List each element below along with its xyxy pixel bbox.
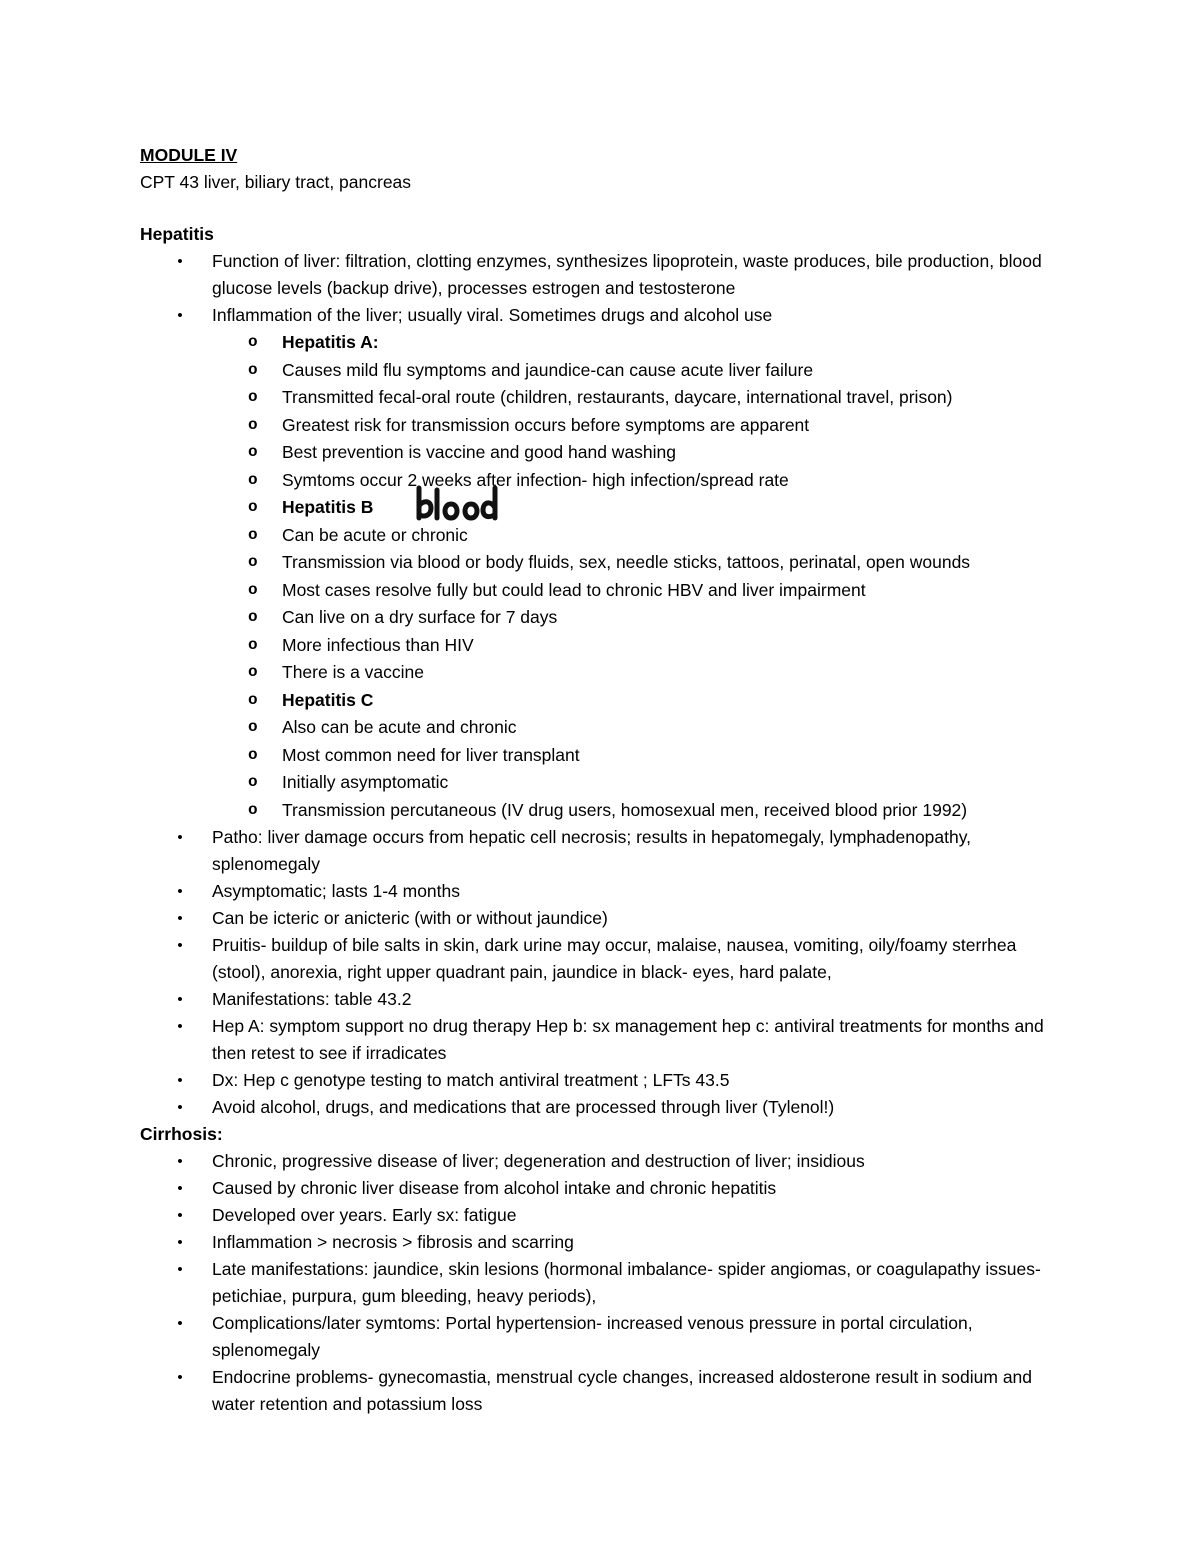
list-item [140, 1067, 1070, 1094]
circle-bullet-icon: o [248, 415, 258, 434]
sublist-item-text: Hepatitis C [282, 689, 374, 710]
list-item-text: Patho: liver damage occurs from hepatic cell necrosis; results in hepatomegaly, lymphadenopathy, splenomegaly [212, 827, 972, 874]
list-item [140, 1310, 1070, 1364]
circle-bullet-icon: o [248, 635, 258, 654]
list-item-text: Manifestations: table 43.2 [212, 989, 412, 1009]
list-item-text: Avoid alcohol, drugs, and medications that are processed through liver (Tylenol!) [212, 1097, 835, 1117]
circle-bullet-icon: o [248, 388, 258, 406]
list-item [140, 932, 1070, 986]
list-item [140, 248, 1070, 302]
hepatitis-list [140, 248, 1070, 824]
list-item-text: Caused by chronic liver disease from alcohol intake and chronic hepatitis [212, 1178, 777, 1198]
sublist-item-text: Hepatitis A: [282, 332, 379, 352]
circle-bullet-icon: o [248, 498, 258, 516]
list-item [140, 824, 1070, 878]
list-item-text: Inflammation of the liver; usually viral. Sometimes drugs and alcohol use [212, 305, 773, 325]
sublist-item [140, 659, 1070, 687]
circle-bullet-icon: o [248, 525, 258, 544]
bullet-icon: • [177, 1018, 183, 1035]
bullet-icon: • [177, 1315, 183, 1332]
sublist-item [140, 329, 1070, 357]
sublist-item [140, 714, 1070, 742]
module-subtitle: CPT 43 liver, biliary tract, pancreas [140, 172, 412, 192]
circle-bullet-icon: o [248, 718, 258, 736]
module-title: MODULE IV [140, 145, 238, 165]
circle-bullet-icon: o [248, 470, 258, 489]
sublist-item [140, 769, 1070, 797]
sublist-item [140, 467, 1070, 495]
sublist-item [140, 357, 1070, 385]
list-item-text: Complications/later symtoms: Portal hypertension- increased venous pressure in portal circulation, splenomegaly [212, 1313, 973, 1360]
list-item-text: Pruitis- buildup of bile salts in skin, dark urine may occur, malaise, nausea, vomiting, oily/foamy sterrhea (stool), anorexia, right upper quadrant pain, jaundice in black- eyes, hard palate, [212, 935, 1017, 982]
sublist-item-text: Can live on a dry surface for 7 days [282, 607, 558, 627]
circle-bullet-icon: o [248, 608, 258, 626]
sublist-item [140, 742, 1070, 770]
sublist-item [140, 439, 1070, 467]
list-item-text: Inflammation > necrosis > fibrosis and scarring [212, 1232, 574, 1252]
document-content [140, 142, 1070, 1418]
bullet-icon: • [177, 307, 183, 324]
bullet-icon: • [177, 1207, 183, 1224]
sublist-item [140, 522, 1070, 550]
list-item-text: Can be icteric or anicteric (with or without jaundice) [212, 908, 608, 928]
bullet-icon: • [177, 910, 183, 927]
list-item-text: Hep A: symptom support no drug therapy Hep b: sx management hep c: antiviral treatments for months and then retest to see if irradicates [212, 1016, 1044, 1063]
circle-bullet-icon: o [248, 360, 258, 379]
sublist-item-text: Hepatitis B [282, 497, 374, 517]
bullet-icon: • [177, 1072, 183, 1089]
bullet-icon: • [177, 1261, 183, 1278]
bullet-icon: • [177, 253, 183, 270]
bullet-icon: • [177, 1369, 183, 1386]
list-item-text: Dx: Hep c genotype testing to match antiviral treatment ; LFTs 43.5 [212, 1070, 730, 1090]
sublist-item-text: Most cases resolve fully but could lead to chronic HBV and liver impairment [282, 579, 866, 600]
sublist-item-text: Transmitted fecal-oral route (children, restaurants, daycare, international travel, prison) [282, 387, 953, 407]
handwritten-blood-note [415, 482, 499, 524]
bullet-icon: • [177, 829, 183, 846]
sublist-item [140, 797, 1070, 825]
cirrhosis-list [140, 1148, 1070, 1418]
sublist-item [140, 687, 1070, 715]
spacer [140, 196, 1070, 221]
sublist-item-text: There is a vaccine [282, 662, 425, 682]
sublist-item-text: Transmission percutaneous (IV drug users, homosexual men, received blood prior 1992) [282, 799, 968, 820]
sublist-item-text: Transmission via blood or body fluids, sex, needle sticks, tattoos, perinatal, open wounds [282, 552, 971, 572]
sublist-item-text: Symtoms occur 2 weeks after infection- high infection/spread rate [282, 469, 789, 490]
sublist-item-text: More infectious than HIV [282, 634, 474, 655]
list-item-text: Developed over years. Early sx: fatigue [212, 1205, 517, 1225]
bullet-icon: • [177, 1153, 183, 1170]
circle-bullet-icon: o [248, 553, 258, 571]
bullet-icon: • [177, 991, 183, 1008]
list-item [140, 1229, 1070, 1256]
bullet-icon: • [177, 1099, 183, 1116]
circle-bullet-icon: o [248, 663, 258, 681]
sublist-item-text: Best prevention is vaccine and good hand washing [282, 442, 677, 462]
sublist-item-text: Can be acute or chronic [282, 524, 468, 545]
bullet-icon: • [177, 1180, 183, 1197]
hepatitis-heading: Hepatitis [140, 224, 214, 244]
sublist-item-text: Most common need for liver transplant [282, 744, 580, 765]
sublist-item [140, 412, 1070, 440]
sublist-item-text: Initially asymptomatic [282, 772, 449, 792]
list-item [140, 1364, 1070, 1418]
sublist-item [140, 577, 1070, 605]
list-item [140, 1175, 1070, 1202]
list-item [140, 1094, 1070, 1121]
circle-bullet-icon: o [248, 443, 258, 461]
bullet-icon: • [177, 1234, 183, 1251]
list-item-text: Asymptomatic; lasts 1-4 months [212, 881, 460, 901]
circle-bullet-icon: o [248, 580, 258, 599]
list-item-text: Chronic, progressive disease of liver; degeneration and destruction of liver; insidious [212, 1151, 865, 1171]
list-item [140, 878, 1070, 905]
hepatitis-details-list [140, 824, 1070, 1121]
bullet-icon: • [177, 937, 183, 954]
sublist-item [140, 384, 1070, 412]
sublist-item [140, 494, 1070, 522]
sublist-item-text: Also can be acute and chronic [282, 717, 517, 737]
list-item [140, 905, 1070, 932]
sublist-item [140, 632, 1070, 660]
circle-bullet-icon: o [248, 690, 258, 709]
circle-bullet-icon: o [248, 745, 258, 764]
sublist-item-text: Greatest risk for transmission occurs before symptoms are apparent [282, 414, 810, 435]
list-item [140, 1148, 1070, 1175]
list-item-text: Endocrine problems- gynecomastia, menstrual cycle changes, increased aldosterone result in sodium and water retention and potassium loss [212, 1367, 1033, 1414]
circle-bullet-icon: o [248, 800, 258, 819]
circle-bullet-icon: o [248, 333, 258, 351]
sublist-item [140, 604, 1070, 632]
sublist-item-text: Causes mild flu symptoms and jaundice-can cause acute liver failure [282, 359, 814, 380]
list-item [140, 986, 1070, 1013]
list-item [140, 302, 1070, 824]
list-item [140, 1013, 1070, 1067]
list-item-text: Late manifestations: jaundice, skin lesions (hormonal imbalance- spider angiomas, or coagulapathy issues- petichiae, purpura, gum bleeding, heavy periods), [212, 1259, 1041, 1306]
list-item-text: Function of liver: filtration, clotting enzymes, synthesizes lipoprotein, waste produces, bile production, blood glucose levels (backup drive), processes estrogen and testosterone [212, 251, 1042, 298]
list-item [140, 1202, 1070, 1229]
bullet-icon: • [177, 883, 183, 900]
cirrhosis-heading: Cirrhosis: [140, 1124, 223, 1144]
list-item [140, 1256, 1070, 1310]
circle-bullet-icon: o [248, 773, 258, 791]
hepatitis-sublist [212, 329, 1070, 824]
sublist-item [140, 549, 1070, 577]
